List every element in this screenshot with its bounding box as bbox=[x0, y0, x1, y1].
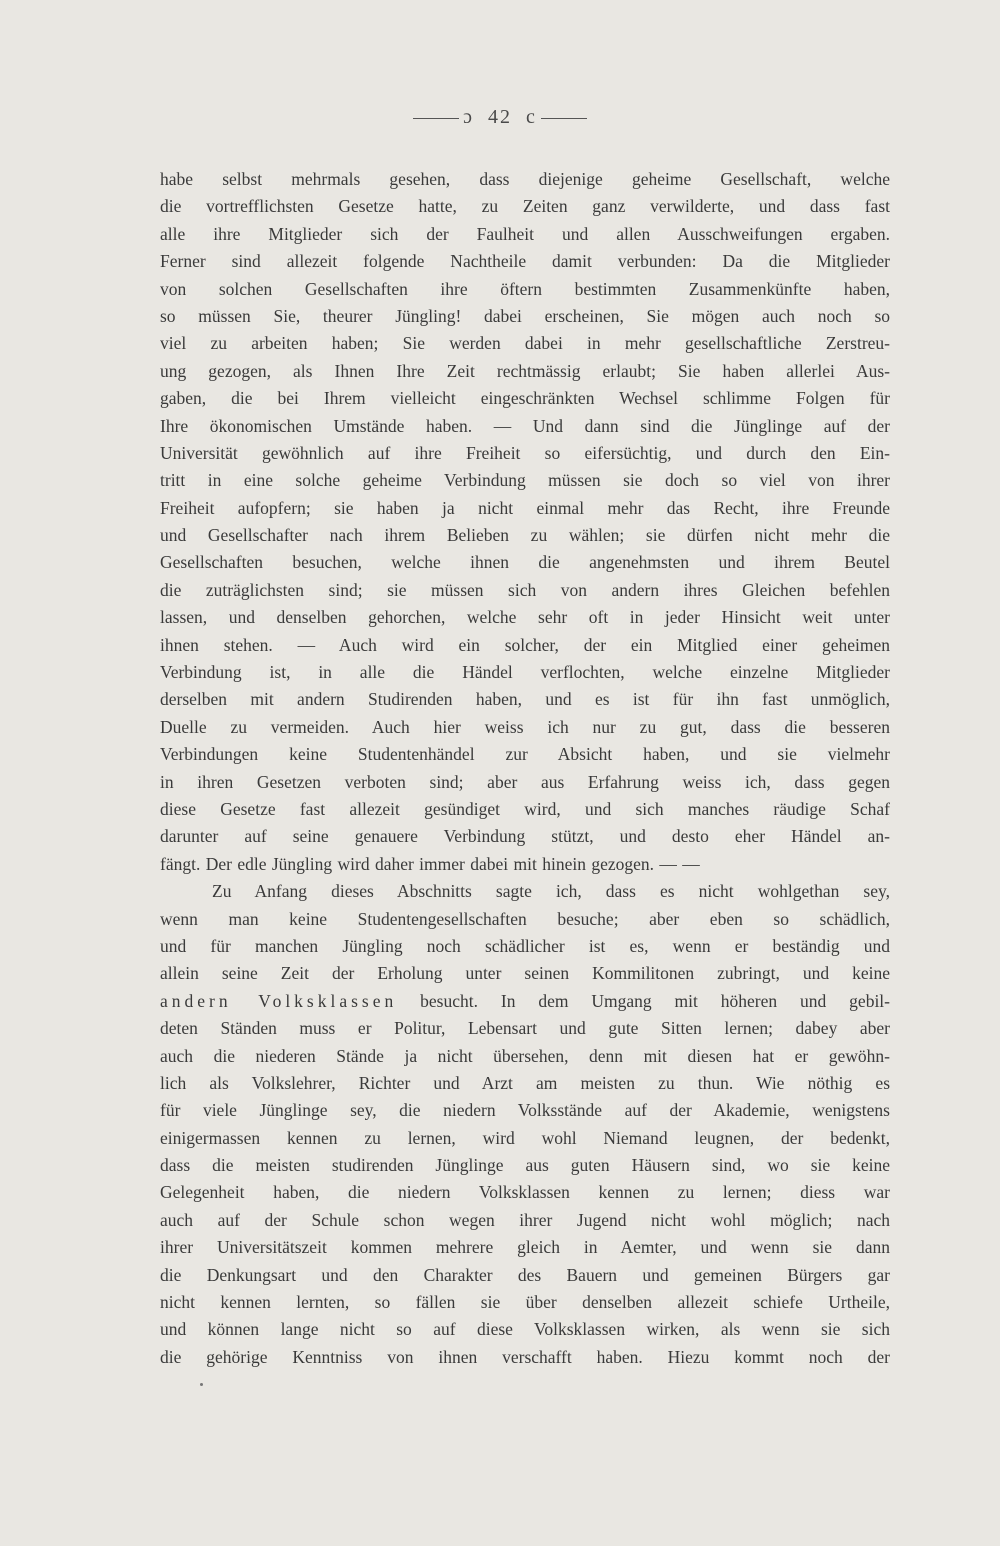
body-text bbox=[160, 166, 890, 1371]
text-line-spaced bbox=[160, 988, 890, 1015]
text-line: für viele Jünglinge sey, die niedern Volksstände auf der Akademie, wenigstens bbox=[160, 1100, 890, 1121]
text-line: und für manchen Jüngling noch schädlicher ist es, wenn er beständig und bbox=[160, 935, 890, 956]
text-line: und Gesellschafter nach ihrem Belieben zu wählen; sie dürfen nicht mehr die bbox=[160, 525, 890, 546]
text-line: die zuträglichsten sind; sie müssen sich von andern ihres Gleichen befehlen bbox=[160, 579, 890, 600]
text-line: ihrer Universitätszeit kommen mehrere gleich in Aemter, und wenn sie dann bbox=[160, 1237, 890, 1258]
text-line: von solchen Gesellschaften ihre öftern bestimmten Zusammenkünfte haben, bbox=[160, 278, 890, 299]
left-rule bbox=[413, 118, 459, 119]
text-line: alle ihre Mitglieder sich der Faulheit und allen Ausschweifungen ergaben. bbox=[160, 223, 890, 244]
text-line: Verbindung ist, in alle die Händel verflochten, welche einzelne Mitglieder bbox=[160, 662, 890, 683]
text-line: allein seine Zeit der Erholung unter seinen Kommilitonen zubringt, und keine bbox=[160, 963, 890, 984]
text-line: Freiheit aufopfern; sie haben ja nicht einmal mehr das Recht, ihre Freunde bbox=[160, 497, 890, 518]
text-line: ung gezogen, als Ihnen Ihre Zeit rechtmässig erlaubt; Sie haben allerlei Aus- bbox=[160, 360, 890, 381]
text-line: Duelle zu vermeiden. Auch hier weiss ich nur zu gut, dass die besseren bbox=[160, 716, 890, 737]
running-head bbox=[0, 106, 1000, 129]
text-line: Ihre ökonomischen Umstände haben. — Und dann sind die Jünglinge auf der bbox=[160, 415, 890, 436]
text-line: darunter auf seine genauere Verbindung stützt, und desto eher Händel an- bbox=[160, 826, 890, 847]
text-line: deten Ständen muss er Politur, Lebensart und gute Sitten lernen; dabey aber bbox=[160, 1018, 890, 1039]
text-line: so müssen Sie, theurer Jüngling! dabei erscheinen, Sie mögen auch noch so bbox=[160, 305, 890, 326]
text-line: Verbindungen keine Studentenhändel zur Absicht haben, und sie vielmehr bbox=[160, 744, 890, 765]
text-line: die vortrefflichsten Gesetze hatte, zu Zeiten ganz verwilderte, und dass fast bbox=[160, 196, 890, 217]
text-line: und können lange nicht so auf diese Volksklassen wirken, als wenn sie sich bbox=[160, 1319, 890, 1340]
page-number: 42 bbox=[488, 106, 512, 128]
text-line: einigermassen kennen zu lernen, wird wohl Niemand leugnen, der bedenkt, bbox=[160, 1127, 890, 1148]
paragraph-start-line: Zu Anfang dieses Abschnitts sagte ich, dass es nicht wohlgethan sey, bbox=[212, 881, 890, 902]
text-line: Gelegenheit haben, die niedern Volksklassen kennen zu lernen; diess war bbox=[160, 1182, 890, 1203]
text-line: lich als Volkslehrer, Richter und Arzt am meisten zu thun. Wie nöthig es bbox=[160, 1072, 890, 1093]
text-line: nicht kennen lernten, so fällen sie über denselben allezeit schiefe Urtheile, bbox=[160, 1292, 890, 1313]
text-line: in ihren Gesetzen verboten sind; aber aus Erfahrung weiss ich, dass gegen bbox=[160, 771, 890, 792]
print-speck bbox=[200, 1383, 203, 1386]
text-line: Ferner sind allezeit folgende Nachtheile damit verbunden: Da die Mitglieder bbox=[160, 251, 890, 272]
left-ornament: ɔ bbox=[463, 106, 474, 128]
spaced-line-rest: besucht. In dem Umgang mit höheren und gebil- bbox=[397, 990, 890, 1011]
text-line: auch auf der Schule schon wegen ihrer Jugend nicht wohl möglich; nach bbox=[160, 1209, 890, 1230]
text-line: die Denkungsart und den Charakter des Bauern und gemeinen Bürgers gar bbox=[160, 1264, 890, 1285]
text-line: Universität gewöhnlich auf ihre Freiheit so eifersüchtig, und durch den Ein- bbox=[160, 442, 890, 463]
text-line: ihnen stehen. — Auch wird ein solcher, der ein Mitglied einer geheimen bbox=[160, 634, 890, 655]
right-ornament: c bbox=[526, 106, 537, 128]
text-line: Gesellschaften besuchen, welche ihnen die angenehmsten und ihrem Beutel bbox=[160, 552, 890, 573]
text-line: lassen, und denselben gehorchen, welche sehr oft in jeder Hinsicht weit unter bbox=[160, 607, 890, 628]
text-line: wenn man keine Studentengesellschaften besuche; aber eben so schädlich, bbox=[160, 908, 890, 929]
text-line: die gehörige Kenntniss von ihnen verschafft haben. Hiezu kommt noch der bbox=[160, 1346, 890, 1367]
spaced-phrase: andern Volksklassen bbox=[160, 990, 398, 1011]
text-line: habe selbst mehrmals gesehen, dass diejenige geheime Gesellschaft, welche bbox=[160, 169, 890, 189]
text-line: gaben, die bei Ihrem vielleicht eingeschränkten Wechsel schlimme Folgen für bbox=[160, 388, 890, 409]
text-line: diese Gesetze fast allezeit gesündiget wird, und sich manches räudige Schaf bbox=[160, 798, 890, 819]
paragraph-end-line: fängt. Der edle Jüngling wird daher immer dabei mit hinein gezogen. — — bbox=[160, 853, 700, 874]
text-line: tritt in eine solche geheime Verbindung müssen sie doch so viel von ihrer bbox=[160, 470, 890, 491]
text-line: viel zu arbeiten haben; Sie werden dabei in mehr gesellschaftliche Zerstreu- bbox=[160, 333, 890, 354]
text-line: auch die niederen Stände ja nicht übersehen, denn mit diesen hat er gewöhn- bbox=[160, 1045, 890, 1066]
right-rule bbox=[541, 118, 587, 119]
text-line: dass die meisten studirenden Jünglinge aus guten Häusern sind, wo sie keine bbox=[160, 1155, 890, 1176]
text-line: derselben mit andern Studirenden haben, und es ist für ihn fast unmöglich, bbox=[160, 689, 890, 710]
